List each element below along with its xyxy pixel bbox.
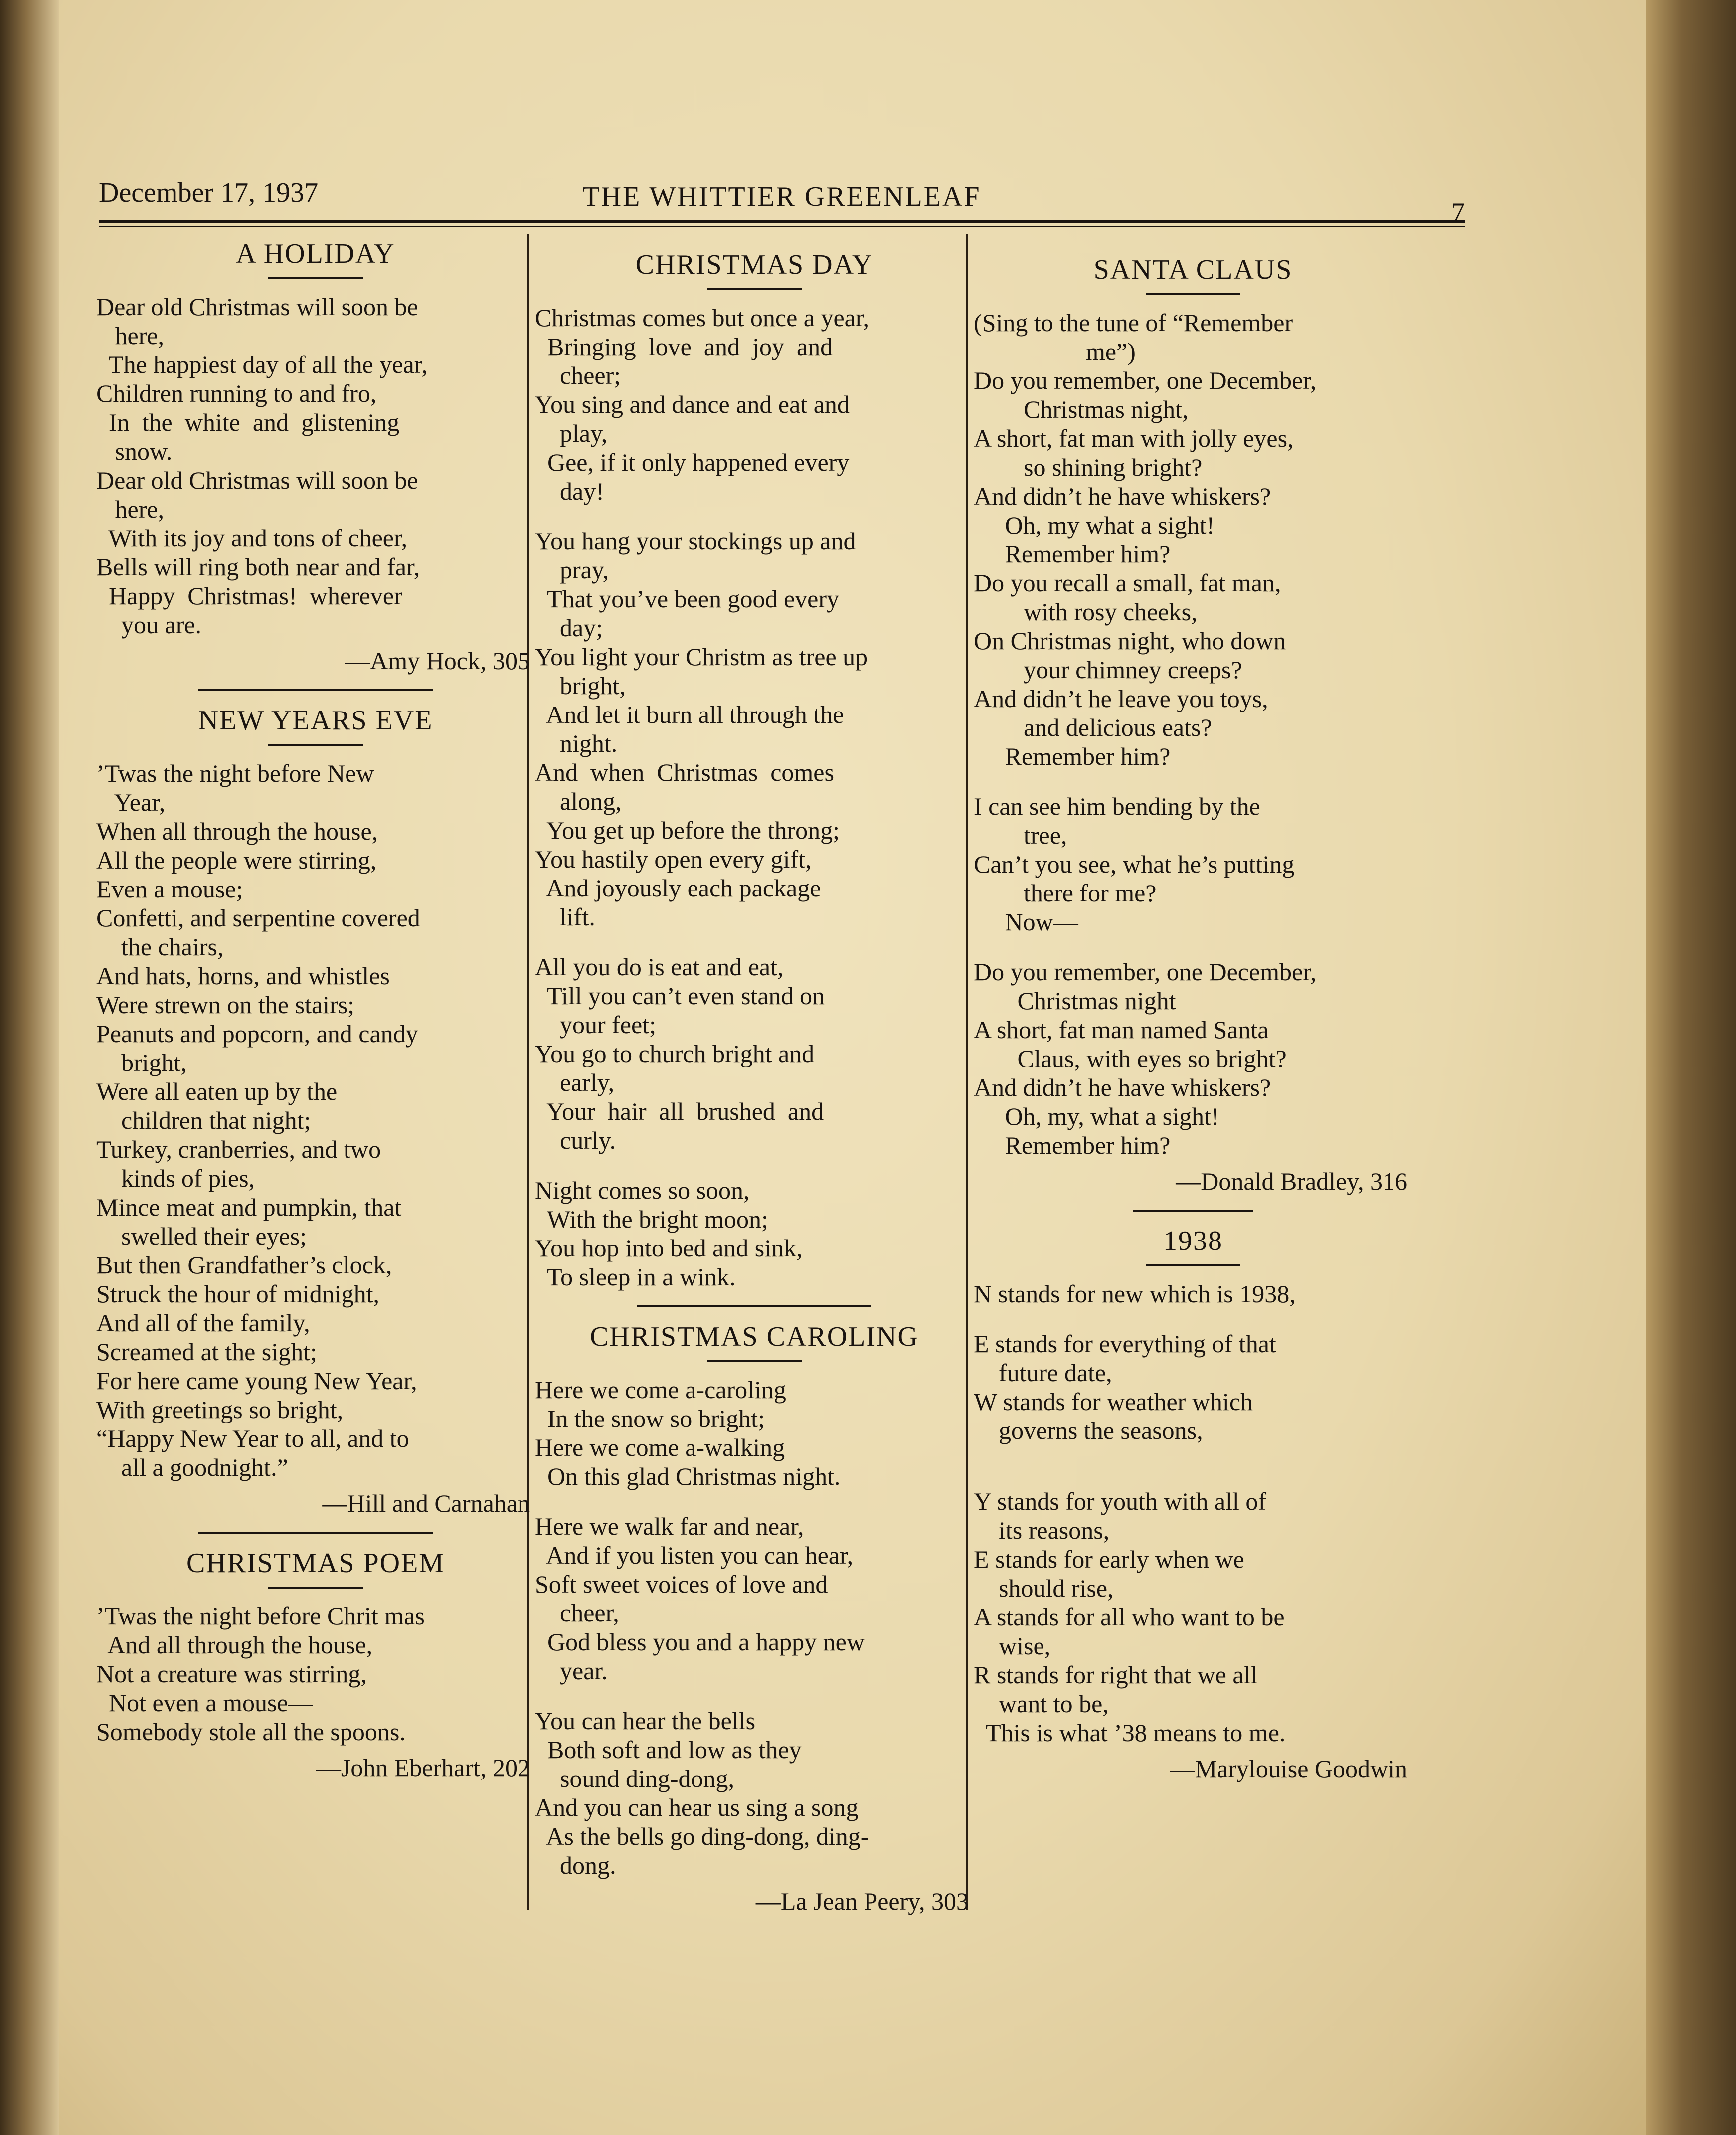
poem-line: You get up before the throng; (535, 816, 840, 844)
poem-body (974, 1279, 1412, 1747)
poem-line: Struck the hour of midnight, (96, 1280, 379, 1308)
poem-body (96, 292, 535, 639)
poem-line: Now— (974, 908, 1078, 936)
poem-line: Bells will ring both near and far, (96, 553, 420, 581)
poem-line: When all through the house, (96, 817, 378, 845)
poem-line: You hastily open every gift, (535, 845, 812, 873)
poem-line: Y stands for youth with all of (974, 1487, 1266, 1515)
poem-line: the chairs, (96, 933, 224, 961)
poem-line: And hats, horns, and whistles (96, 962, 390, 990)
poem-line: This is what ’38 means to me. (974, 1719, 1286, 1747)
poem-line: That you’ve been good every (535, 585, 839, 613)
stanza-gap (535, 931, 974, 952)
stanza-gap (535, 1685, 974, 1706)
poem-line: Happy Christmas! wherever (96, 582, 402, 610)
poem-line: And let it burn all through the (535, 701, 844, 728)
poem-line: Remember him? (974, 1131, 1171, 1159)
column-1 (96, 234, 535, 1782)
poem-line: tree, (974, 821, 1067, 849)
poem-line: Bringing love and joy and (535, 333, 833, 360)
poem-line: In the snow so bright; (535, 1405, 765, 1432)
poem-line: Year, (96, 788, 166, 816)
stanza-gap (974, 936, 1412, 957)
poem-line: All you do is eat and eat, (535, 953, 784, 981)
poem-author: —Amy Hock, 305 (345, 647, 530, 675)
poem-line: Here we come a-walking (535, 1433, 785, 1461)
poem-line: Even a mouse; (96, 875, 243, 903)
poem-line: A short, fat man named Santa (974, 1016, 1269, 1044)
stanza-gap (974, 1466, 1412, 1487)
poem-line: (Sing to the tune of “Remember (974, 309, 1293, 337)
poem-line: Both soft and low as they (535, 1736, 802, 1764)
poem-line: And you can hear us sing a song (535, 1793, 859, 1821)
poem-line: day; (535, 614, 603, 642)
poem-line: Somebody stole all the spoons. (96, 1718, 406, 1746)
poem-line: year. (535, 1657, 608, 1685)
poem-title: CHRISTMAS DAY (635, 249, 873, 280)
poem-line: On this glad Christmas night. (535, 1462, 841, 1490)
poem-line: But then Grandfather’s clock, (96, 1251, 392, 1279)
poem-line: Gee, if it only happened every (535, 448, 850, 476)
poem-line: here, (96, 322, 165, 350)
section-rule (198, 689, 433, 691)
poem-line: Claus, with eyes so bright? (974, 1045, 1287, 1072)
poem-line: Screamed at the sight; (96, 1338, 317, 1366)
poem-line: Were all eaten up by the (96, 1077, 338, 1105)
poem-body (974, 308, 1412, 1160)
poem-line: here, (96, 495, 165, 523)
poem-line: your chimney creeps? (974, 656, 1242, 684)
poem-line: you are. (96, 611, 202, 639)
stanza-gap (974, 1445, 1412, 1466)
poem-line: On Christmas night, who down (974, 627, 1286, 655)
poem-line: kinds of pies, (96, 1164, 255, 1192)
poem-line: Here we walk far and near, (535, 1512, 804, 1540)
poem-line: sound ding-dong, (535, 1765, 734, 1792)
poem-line: day! (535, 477, 604, 505)
poem-line: want to be, (974, 1690, 1109, 1718)
poem-line: For here came young New Year, (96, 1367, 417, 1395)
poem-line: Not even a mouse— (96, 1689, 313, 1717)
poem-line: Not a creature was stirring, (96, 1660, 367, 1688)
poem-line: In the white and glistening (96, 408, 400, 436)
stanza-gap (974, 771, 1412, 792)
poem-line: Mince meat and pumpkin, that (96, 1193, 402, 1221)
poem-line: Turkey, cranberries, and two (96, 1135, 381, 1163)
page-header (99, 177, 1465, 227)
poem-line: You can hear the bells (535, 1707, 756, 1735)
poem-body (96, 759, 535, 1482)
poem-line: with rosy cheeks, (974, 598, 1198, 626)
poem-line: Oh, my what a sight! (974, 511, 1215, 539)
poem-line: there for me? (974, 879, 1157, 907)
poem-line: your feet; (535, 1011, 656, 1039)
poem-line: Do you recall a small, fat man, (974, 569, 1281, 597)
poem-line: You light your Christm as tree up (535, 643, 868, 671)
poem-line: Christmas night, (974, 395, 1189, 423)
poem-line: Confetti, and serpentine covered (96, 904, 420, 932)
poem-body (535, 303, 974, 1291)
poem-line: You sing and dance and eat and (535, 390, 850, 418)
poem-line: And didn’t he leave you toys, (974, 685, 1268, 712)
poem-line: ’Twas the night before Chrit mas (96, 1602, 425, 1630)
section-rule (198, 1532, 433, 1534)
title-rule (1146, 1264, 1240, 1266)
poem-line: swelled their eyes; (96, 1222, 307, 1250)
poem-line: R stands for right that we all (974, 1661, 1258, 1689)
poem-line: Soft sweet voices of love and (535, 1570, 828, 1598)
poem-line: cheer, (535, 1599, 619, 1627)
title-rule (268, 744, 363, 746)
poem-line: bright, (535, 672, 626, 700)
poem-line: As the bells go ding-dong, ding- (535, 1822, 869, 1850)
poem-line: You go to church bright and (535, 1040, 815, 1068)
poem-author: —John Eberhart, 202 (316, 1754, 530, 1781)
poem-line: “Happy New Year to all, and to (96, 1424, 409, 1452)
issue-date: December 17, 1937 (99, 178, 319, 208)
column-3 (974, 234, 1412, 1783)
poem-line: You hang your stockings up and (535, 527, 856, 555)
page-number: 7 (1451, 197, 1465, 227)
poem-line: God bless you and a happy new (535, 1628, 865, 1656)
poem-line: Night comes so soon, (535, 1176, 750, 1204)
poem-line: A stands for all who want to be (974, 1603, 1285, 1631)
poem-line: E stands for everything of that (974, 1330, 1276, 1358)
poem-line: curly. (535, 1126, 616, 1154)
poem-line: With the bright moon; (535, 1205, 768, 1233)
poem-line: cheer; (535, 361, 621, 389)
poem-line: Peanuts and popcorn, and candy (96, 1020, 418, 1048)
poem-line: wise, (974, 1632, 1051, 1660)
stanza-gap (535, 1155, 974, 1176)
book-spine (1646, 0, 1736, 2135)
poem-line: all a goodnight.” (96, 1453, 288, 1481)
poem-line: Dear old Christmas will soon be (96, 293, 418, 321)
poem-title: SANTA CLAUS (1093, 254, 1293, 285)
poem-line: Christmas night (974, 987, 1176, 1015)
poem-line: And all of the family, (96, 1309, 310, 1337)
stanza-gap (974, 1308, 1412, 1329)
poem-line: future date, (974, 1359, 1112, 1387)
stanza-gap (535, 506, 974, 527)
poem-line: And when Christmas comes (535, 758, 834, 786)
section-rule (1133, 1210, 1253, 1212)
poem-title: 1938 (1163, 1226, 1223, 1256)
poem-title: A HOLIDAY (236, 238, 395, 269)
poem-line: Till you can’t even stand on (535, 982, 825, 1010)
poem-author: —La Jean Peery, 303 (755, 1887, 969, 1915)
poem-line: You hop into bed and sink, (535, 1234, 803, 1262)
poem-line: Oh, my, what a sight! (974, 1102, 1219, 1130)
poem-line: With greetings so bright, (96, 1396, 344, 1423)
poem-line: Remember him? (974, 742, 1171, 770)
poem-line: N stands for new which is 1938, (974, 1280, 1296, 1308)
poem-line: bright, (96, 1049, 187, 1076)
poem-line: children that night; (96, 1106, 311, 1134)
poem-line: And all through the house, (96, 1631, 373, 1659)
poem-line: I can see him bending by the (974, 792, 1260, 820)
title-rule (707, 288, 802, 290)
poem-line: To sleep in a wink. (535, 1263, 736, 1291)
poem-line: along, (535, 787, 622, 815)
poem-line: And joyously each package (535, 874, 821, 902)
title-rule (1146, 293, 1240, 295)
poem-author: —Marylouise Goodwin (1170, 1755, 1407, 1782)
poem-line: pray, (535, 556, 609, 584)
poem-line: night. (535, 729, 618, 757)
title-rule (707, 1360, 802, 1362)
poem-line: Were strewn on the stairs; (96, 991, 355, 1019)
poem-line: Do you remember, one December, (974, 958, 1317, 986)
poem-line: early, (535, 1068, 615, 1096)
poem-title: CHRISTMAS POEM (186, 1548, 445, 1579)
header-rule (99, 220, 1465, 227)
poem-line: Remember him? (974, 540, 1171, 568)
poem-author: —Donald Bradley, 316 (1176, 1167, 1407, 1195)
poem-line: A short, fat man with jolly eyes, (974, 424, 1294, 452)
poem-line: Here we come a-caroling (535, 1376, 786, 1404)
poem-body (535, 1375, 974, 1880)
poem-line: Children running to and fro, (96, 379, 377, 407)
section-rule (637, 1305, 871, 1307)
poem-title: NEW YEARS EVE (198, 705, 433, 736)
stanza-gap (535, 1491, 974, 1512)
poem-line: should rise, (974, 1574, 1114, 1602)
poem-line: so shining bright? (974, 453, 1203, 481)
poem-line: lift. (535, 903, 595, 931)
poem-line: dong. (535, 1851, 616, 1879)
poem-line: All the people were stirring, (96, 846, 377, 874)
poem-line: The happiest day of all the year, (96, 351, 428, 378)
newspaper-page (59, 0, 1646, 2135)
poem-line: its reasons, (974, 1516, 1110, 1544)
book-left-edge (0, 0, 59, 2135)
poem-line: E stands for early when we (974, 1545, 1244, 1573)
poem-line: Your hair all brushed and (535, 1097, 824, 1125)
poem-line: Christmas comes but once a year, (535, 304, 869, 332)
poem-line: Can’t you see, what he’s putting (974, 850, 1295, 878)
column-2 (535, 234, 974, 1916)
poem-line: W stands for weather which (974, 1388, 1253, 1416)
poem-title: CHRISTMAS CAROLING (590, 1321, 919, 1352)
poem-line: governs the seasons, (974, 1417, 1203, 1444)
newspaper-title: THE WHITTIER GREENLEAF (582, 181, 981, 212)
poem-line: And didn’t he have whiskers? (974, 1073, 1271, 1101)
poem-body (96, 1601, 535, 1746)
poem-line: ’Twas the night before New (96, 759, 374, 787)
poem-line: play, (535, 419, 608, 447)
poem-line: Dear old Christmas will soon be (96, 466, 418, 494)
poem-line: And didn’t he have whiskers? (974, 482, 1271, 510)
title-rule (268, 277, 363, 279)
poem-line: snow. (96, 437, 173, 465)
poem-line: and delicious eats? (974, 713, 1212, 741)
poem-line: Do you remember, one December, (974, 366, 1317, 394)
poem-line: And if you listen you can hear, (535, 1541, 854, 1569)
poem-line: me”) (974, 338, 1136, 365)
poem-author: —Hill and Carnahan (322, 1489, 530, 1517)
poem-line: With its joy and tons of cheer, (96, 524, 408, 552)
title-rule (268, 1587, 363, 1589)
